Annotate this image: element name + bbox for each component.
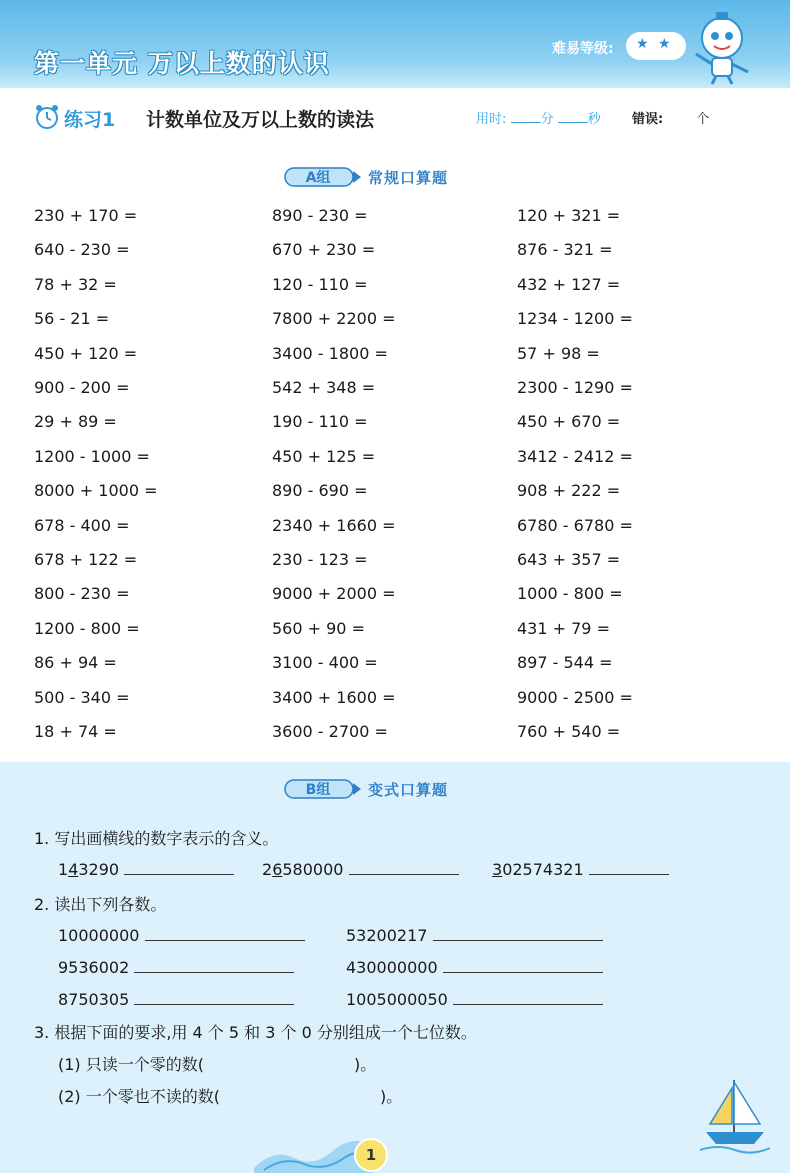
calc-item: 908 + 222 =	[517, 481, 621, 501]
calc-item: 1000 - 800 =	[517, 584, 623, 604]
group-b-title: 变式口算题	[368, 781, 449, 799]
q2-item-5: 8750305	[58, 988, 294, 1009]
calc-item: 678 + 122 =	[34, 550, 138, 569]
answer-line[interactable]	[145, 924, 305, 941]
calc-item: 120 + 321 =	[517, 206, 621, 225]
exercise-header	[0, 96, 790, 140]
answer-line[interactable]	[134, 956, 294, 973]
calc-item: 890 - 690 =	[272, 481, 368, 501]
calc-item: 450 + 670 =	[517, 412, 621, 432]
calc-item: 6780 - 6780 =	[517, 515, 633, 535]
q1-item-3: 302574321	[492, 858, 669, 879]
calc-item: 1200 - 800 =	[34, 618, 140, 638]
second-blank[interactable]	[558, 110, 588, 123]
unit-title: 第一单元 万以上数的认识	[34, 49, 330, 78]
q2-item-3: 9536002	[58, 956, 294, 977]
answer-line[interactable]	[134, 988, 294, 1005]
exercise-title: 计数单位及万以上数的读法	[146, 109, 375, 131]
error-unit: 个	[696, 112, 710, 127]
answer-line[interactable]	[433, 924, 603, 941]
calc-item: 3400 + 1600 =	[272, 687, 396, 707]
group-b-heading	[284, 774, 494, 806]
calc-item: 640 - 230 =	[34, 240, 130, 260]
calc-item: 9000 + 2000 =	[272, 584, 396, 604]
calc-item: 230 - 123 =	[272, 550, 368, 569]
calc-item: 890 - 230 =	[272, 206, 368, 225]
calc-item: 2340 + 1660 =	[272, 515, 396, 535]
alarm-clock-icon	[34, 104, 60, 130]
page-number: 1	[354, 1138, 388, 1172]
calc-item: 500 - 340 =	[34, 687, 130, 707]
pencil-pill-icon	[284, 166, 362, 188]
q2-item-2: 53200217	[346, 924, 603, 945]
second-label: 秒	[587, 112, 601, 127]
calc-item: 450 + 120 =	[34, 343, 138, 363]
calc-item: 120 - 110 =	[272, 274, 368, 294]
answer-line[interactable]	[453, 988, 603, 1005]
calc-item: 86 + 94 =	[34, 653, 117, 673]
calc-item: 18 + 74 =	[34, 722, 117, 741]
calc-item: 3412 - 2412 =	[517, 446, 633, 466]
calc-item: 432 + 127 =	[517, 274, 621, 294]
calc-item: 2300 - 1290 =	[517, 378, 633, 397]
calc-item: 7800 + 2200 =	[272, 309, 396, 329]
q1-item-2: 26580000	[262, 858, 459, 879]
q2-item-4: 430000000	[346, 956, 603, 977]
minute-blank[interactable]	[511, 110, 541, 123]
calc-item: 1234 - 1200 =	[517, 309, 633, 329]
calc-item: 190 - 110 =	[272, 412, 368, 432]
calc-item: 3100 - 400 =	[272, 653, 378, 673]
group-a-heading	[284, 162, 484, 194]
calc-item: 643 + 357 =	[517, 550, 621, 569]
answer-line[interactable]	[443, 956, 603, 973]
calc-item: 800 - 230 =	[34, 584, 130, 604]
calc-item: 900 - 200 =	[34, 378, 130, 397]
q3-part-2: (2) 一个零也不读的数( )。	[58, 1087, 403, 1106]
question-1: 1. 写出画横线的数字表示的含义。	[34, 829, 279, 848]
q2-item-6: 1005000050	[346, 988, 603, 1009]
calc-item: 876 - 321 =	[517, 240, 613, 260]
group-b-pill-label: B组	[305, 782, 331, 798]
time-field	[476, 108, 601, 127]
calc-item: 3400 - 1800 =	[272, 343, 388, 363]
calc-item: 678 - 400 =	[34, 515, 130, 535]
star-icon: ★	[636, 36, 649, 52]
q2-item-1: 10000000	[58, 924, 305, 945]
calc-item: 431 + 79 =	[517, 618, 610, 638]
calc-item: 8000 + 1000 =	[34, 481, 158, 501]
calc-item: 760 + 540 =	[517, 722, 621, 741]
calc-item: 560 + 90 =	[272, 618, 365, 638]
group-a-pill-label: A组	[305, 170, 331, 186]
answer-line[interactable]	[589, 858, 669, 875]
star-icon: ★	[658, 36, 671, 52]
sailboat-icon	[700, 1074, 770, 1154]
answer-line[interactable]	[349, 858, 459, 875]
q1-item-1: 143290	[58, 858, 234, 879]
minute-label: 分	[540, 112, 554, 127]
time-label: 用时:	[476, 112, 507, 127]
calc-item: 9000 - 2500 =	[517, 687, 633, 707]
calc-item: 670 + 230 =	[272, 240, 376, 260]
calc-item: 897 - 544 =	[517, 653, 613, 673]
question-3: 3. 根据下面的要求,用 4 个 5 和 3 个 0 分别组成一个七位数。	[34, 1023, 477, 1042]
pencil-pill-icon	[284, 778, 362, 800]
calc-item: 230 + 170 =	[34, 206, 138, 225]
calc-item: 1200 - 1000 =	[34, 446, 150, 466]
group-a-title: 常规口算题	[368, 169, 449, 187]
error-field	[632, 108, 709, 127]
calc-item: 57 + 98 =	[517, 343, 600, 363]
calc-item: 3600 - 2700 =	[272, 722, 388, 741]
robot-mascot-icon	[686, 8, 758, 86]
calc-item: 542 + 348 =	[272, 378, 376, 397]
answer-line[interactable]	[124, 858, 234, 875]
question-2: 2. 读出下列各数。	[34, 895, 167, 914]
calc-item: 56 - 21 =	[34, 309, 110, 329]
q3-part-1: (1) 只读一个零的数( )。	[58, 1055, 377, 1074]
calc-item: 29 + 89 =	[34, 412, 117, 432]
calc-item: 450 + 125 =	[272, 446, 376, 466]
error-label: 错误:	[632, 112, 664, 127]
exercise-number: 练习1	[64, 109, 116, 131]
difficulty-cloud	[626, 32, 686, 60]
difficulty-label: 难易等级:	[552, 41, 614, 57]
calc-item: 78 + 32 =	[34, 274, 117, 294]
